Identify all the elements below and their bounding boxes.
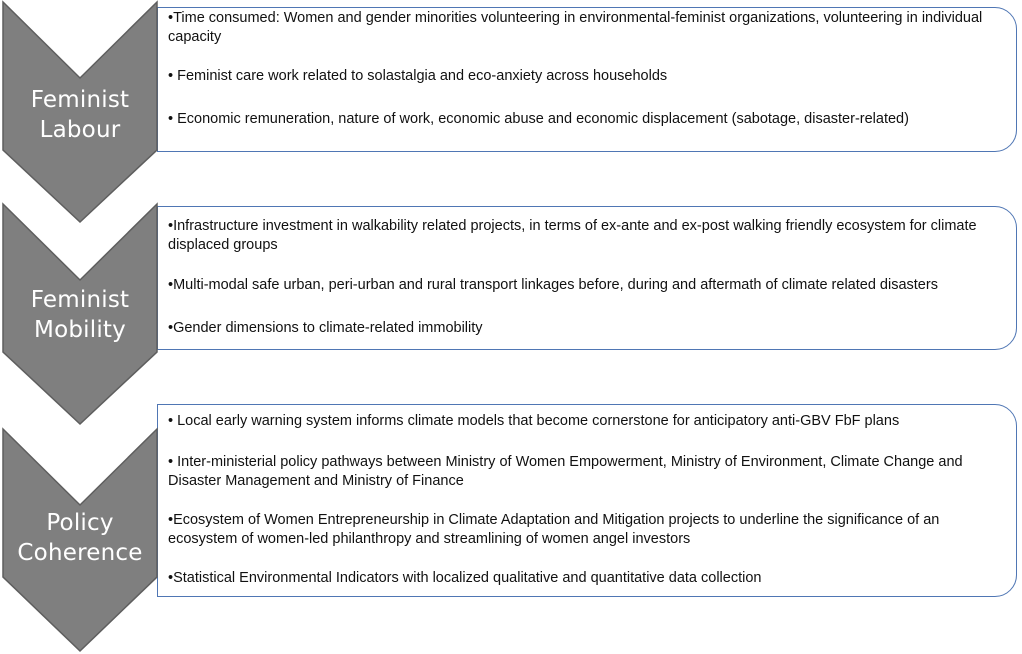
feminist-labour-label-line1: Feminist (30, 87, 130, 113)
feminist-labour-panel (157, 7, 1017, 152)
policy-coherence-bullet-2: • Inter-ministerial policy pathways between Ministry of Women Empowerment, Ministry of Environment, Climate Change and Disaster Management and Ministry of Finance (168, 454, 963, 489)
feminist-mobility-bullet-2: •Multi-modal safe urban, peri-urban and rural transport linkages before, during and aftermath of climate related disasters (168, 277, 938, 293)
policy-coherence-chevron (0, 427, 162, 654)
feminist-mobility-label-line2: Mobility (34, 317, 126, 343)
feminist-labour-bullet-2: • Feminist care work related to solastalgia and eco-anxiety across households (168, 68, 668, 84)
feminist-labour-bullet-1: •Time consumed: Women and gender minorities volunteering in environmental-feminist organizations, volunteering in individual capacity (168, 10, 983, 45)
feminist-mobility-label-line1: Feminist (30, 287, 130, 313)
feminist-mobility-panel (157, 206, 1017, 350)
feminist-labour-chevron (0, 0, 162, 225)
policy-coherence-panel (157, 404, 1017, 597)
feminist-mobility-bullet-1: •Infrastructure investment in walkability related projects, in terms of ex-ante and ex-post walking friendly ecosystem for climate displaced groups (168, 218, 977, 253)
policy-coherence-label-line2: Coherence (17, 540, 143, 566)
policy-coherence-bullet-3: •Ecosystem of Women Entrepreneurship in Climate Adaptation and Mitigation projects to underline the significance of an ecosystem of women-led philanthropy and streamlining of women angel investors (168, 512, 940, 547)
feminist-mobility-chevron (0, 202, 162, 427)
policy-coherence-bullet-1: • Local early warning system informs climate models that become cornerstone for anticipatory anti-GBV FbF plans (168, 413, 900, 429)
policy-coherence-bullet-4: •Statistical Environmental Indicators with localized qualitative and quantitative data collection (168, 570, 762, 586)
feminist-labour-label-line2: Labour (39, 117, 121, 143)
policy-coherence-label-line1: Policy (46, 510, 114, 536)
feminist-labour-bullet-3: • Economic remuneration, nature of work, economic abuse and economic displacement (sabotage, disaster-related) (168, 111, 909, 127)
feminist-mobility-bullet-3: •Gender dimensions to climate-related immobility (168, 320, 483, 336)
